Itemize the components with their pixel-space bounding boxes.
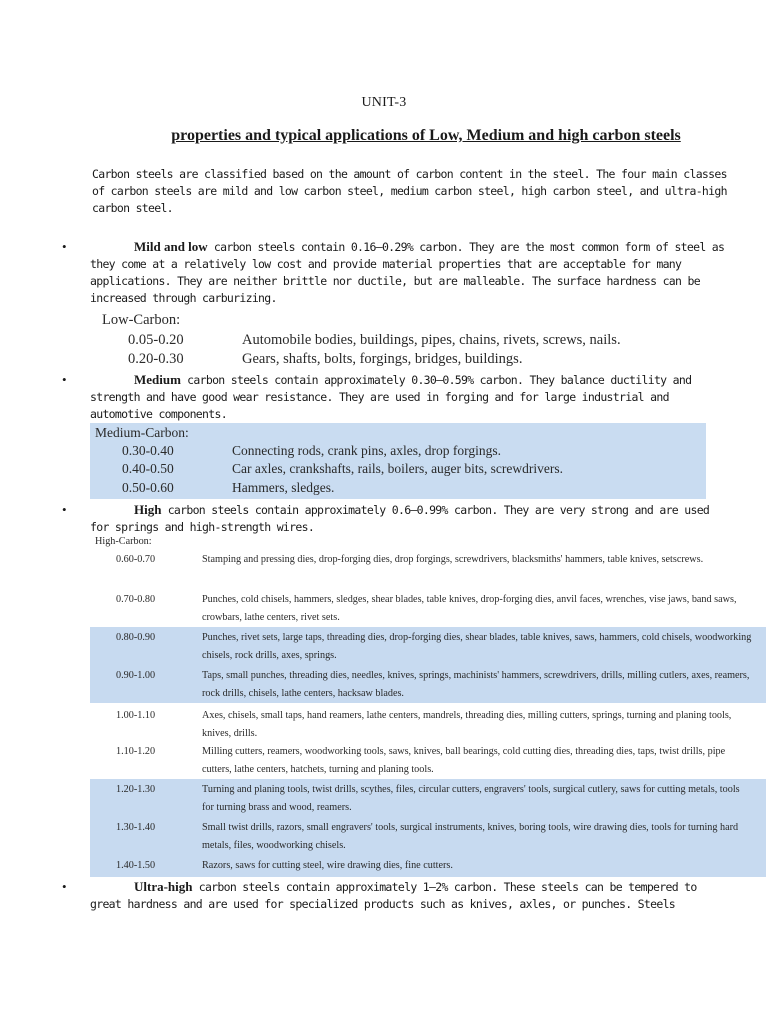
intro-paragraph: Carbon steels are classified based on the amount of carbon content in the steel. The four main classes of carbon steels are mild and low carbon steel, medium carbon steel, high carbon steel, and ultra-high carbon steel. — [92, 167, 727, 215]
low-carbon-table — [90, 312, 690, 368]
bullet-body: carbon steels contain approximately 1–2% carbon. These steels can be tempered to great hardness and are used for specialized products such as knives, axles, or punches. Steels — [90, 880, 697, 911]
table-title: Medium-Carbon: — [95, 425, 189, 440]
carbon-range: 0.20-0.30 — [128, 351, 184, 367]
typical-uses: Automobile bodies, buildings, pipes, chains, rivets, screws, nails. — [242, 332, 621, 348]
bullet-marker: • — [62, 502, 67, 517]
medium-carbon-table — [90, 423, 706, 499]
unit-label: UNIT-3 — [361, 95, 407, 110]
bullet-text — [90, 501, 730, 536]
bullet-body: carbon steels contain 0.16–0.29% carbon. They are the most common form of steel as they come at a relatively low cost and provide material properties that are acceptable for many applications. They are neither brittle nor ductile, but are malleable. The surface hardness can be increased through carburizing. — [90, 240, 725, 305]
table-title: Low-Carbon: — [102, 312, 181, 328]
carbon-range: 1.20-1.30 — [116, 784, 156, 795]
carbon-range: 0.80-0.90 — [116, 632, 156, 643]
typical-uses: Axes, chisels, small taps, hand reamers, lathe centers, mandrels, threading dies, milling cutters, springs, turning and planing tools, knives, drills. — [202, 710, 732, 739]
carbon-range: 1.40-1.50 — [116, 860, 156, 871]
carbon-range: 0.40-0.50 — [122, 461, 174, 476]
bullet-marker: • — [62, 879, 67, 894]
high-carbon-table — [90, 533, 766, 877]
bullet-text — [90, 238, 730, 307]
bullet-text — [90, 878, 730, 913]
typical-uses: Milling cutters, reamers, woodworking tools, saws, knives, ball bearings, cold cutting dies, threading dies, taps, twist drills, pipe cutters, lathe centers, hatchets, turning and planing tools. — [202, 746, 726, 775]
page-heading: properties and typical applications of Low, Medium and high carbon steels — [171, 127, 681, 144]
carbon-range: 1.30-1.40 — [116, 822, 156, 833]
bullet-body: carbon steels contain approximately 0.30–0.59% carbon. They balance ductility and strength and have good wear resistance. They are used in forging and for large industrial and automotive components. — [90, 373, 692, 421]
typical-uses: Punches, rivet sets, large taps, threading dies, drop-forging dies, shear blades, table knives, saws, hammers, cold chisels, woodworking chisels, rock drills, axes, springs. — [202, 632, 752, 661]
typical-uses: Connecting rods, crank pins, axles, drop forgings. — [232, 443, 501, 458]
typical-uses: Razors, saws for cutting steel, wire drawing dies, fine cutters. — [202, 860, 453, 871]
carbon-range: 0.05-0.20 — [128, 332, 184, 348]
bullet-lead: High — [134, 502, 162, 517]
typical-uses: Taps, small punches, threading dies, needles, knives, springs, machinists' hammers, screwdrivers, drills, milling cutlers, axes, reamers, rock drills, chisels, lathe centers, hacksaw blades. — [202, 670, 750, 699]
carbon-range: 1.00-1.10 — [116, 710, 156, 721]
carbon-range: 0.60-0.70 — [116, 554, 156, 565]
carbon-range: 1.10-1.20 — [116, 746, 156, 757]
typical-uses: Punches, cold chisels, hammers, sledges, shear blades, table knives, drop-forging dies, anvil faces, wrenches, vise jaws, band saws, crowbars, lathe centers, rivet sets. — [202, 594, 737, 623]
bullet-lead: Ultra-high — [134, 879, 193, 894]
bullet-marker: • — [62, 372, 67, 387]
bullet-lead: Medium — [134, 372, 181, 387]
typical-uses: Hammers, sledges. — [232, 480, 335, 495]
bullet-text — [90, 371, 730, 423]
bullet-body: carbon steels contain approximately 0.6–0.99% carbon. They are very strong and are used for springs and high-strength wires. — [90, 503, 710, 534]
carbon-range: 0.30-0.40 — [122, 443, 174, 458]
typical-uses: Car axles, crankshafts, rails, boilers, auger bits, screwdrivers. — [232, 461, 564, 476]
bullet-lead: Mild and low — [134, 239, 208, 254]
typical-uses: Stamping and pressing dies, drop-forging dies, drop forgings, screwdrivers, blacksmiths' hammers, table knives, setscrews. — [202, 554, 704, 565]
bullet-marker: • — [62, 239, 67, 254]
carbon-range: 0.50-0.60 — [122, 480, 174, 495]
carbon-range: 0.70-0.80 — [116, 594, 156, 605]
typical-uses: Small twist drills, razors, small engravers' tools, surgical instruments, knives, boring tools, wire drawing dies, tools for turning hard metals, files, woodworking chisels. — [202, 822, 739, 851]
carbon-range: 0.90-1.00 — [116, 670, 156, 681]
typical-uses: Turning and planing tools, twist drills, scythes, files, circular cutters, engravers' tools, surgical cutlery, saws for cutting metals, tools for turning brass and wood, reamers. — [202, 784, 740, 813]
table-title: High-Carbon: — [95, 536, 152, 547]
typical-uses: Gears, shafts, bolts, forgings, bridges, buildings. — [242, 351, 523, 367]
